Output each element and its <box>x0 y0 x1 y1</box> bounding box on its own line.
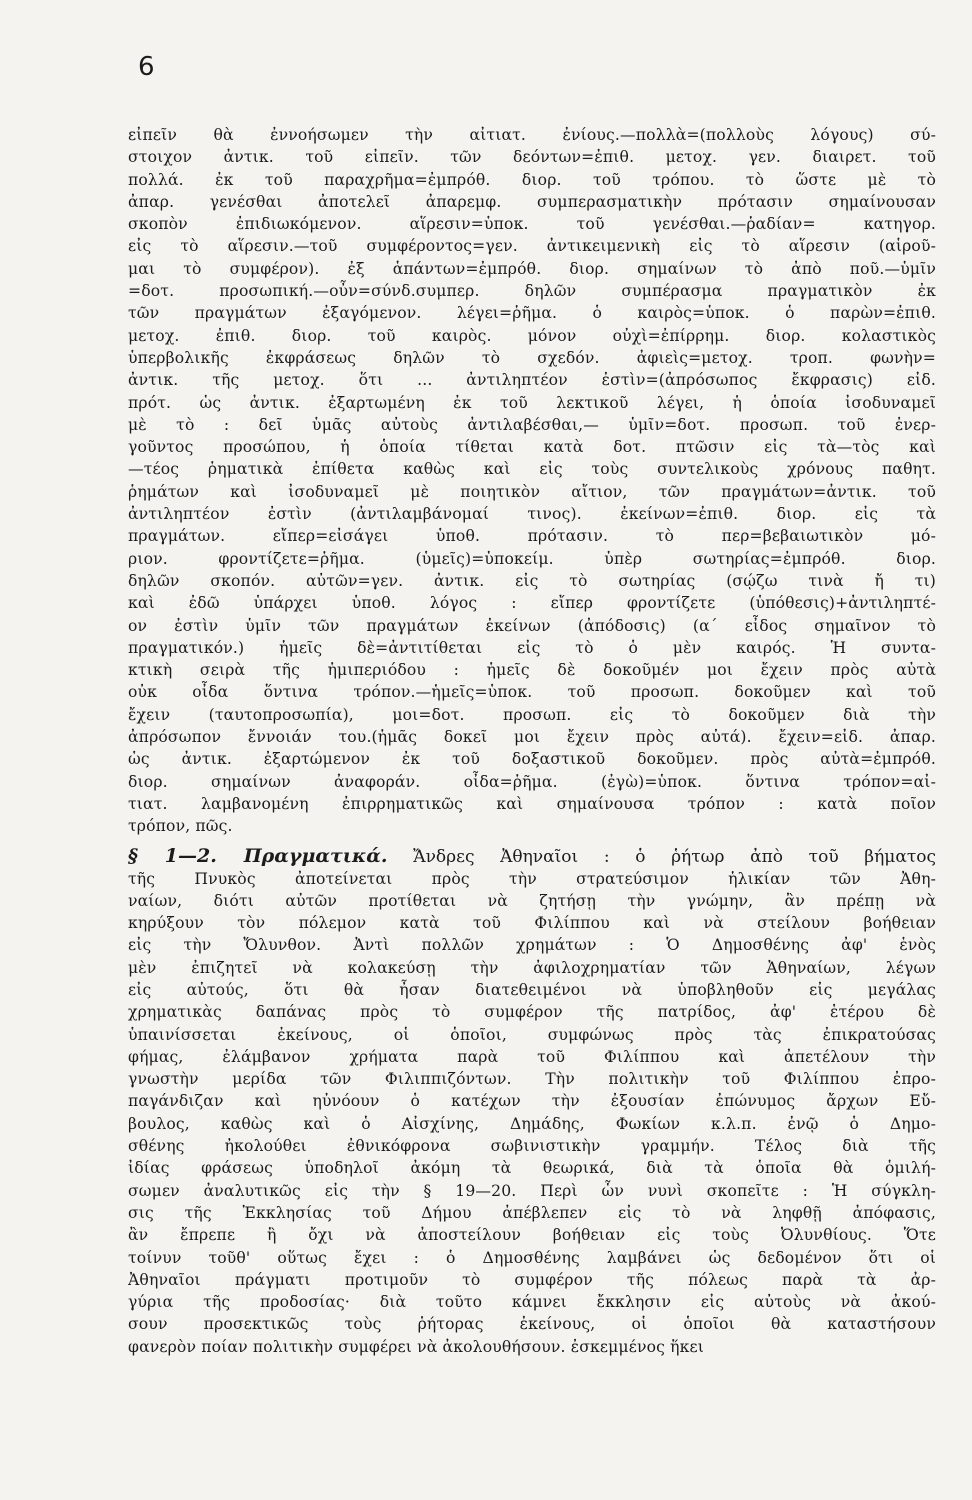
text-line: σκοπὸν ἐπιδιωκόμενον. αἵρεσιν=ὑποκ. τοῦ γενέσθαι.—ῥαδίαν= κατηγορ. <box>128 215 936 234</box>
text-line: οὐκ οἶδα ὅντινα τρόπον.—ἡμεῖς=ὑποκ. τοῦ προσωπ. δοκοῦμεν καὶ τοῦ <box>128 683 936 702</box>
text-line: ἰδίας φράσεως ὑποδηλοῖ ἀκόμη τὰ θεωρικά, διὰ τὰ ὁποῖα θὰ ὁμιλή- <box>128 1159 936 1178</box>
text-line: τῆς Πνυκὸς ἀποτείνεται πρὸς τὴν στρατεύσιμον ἡλικίαν τῶν Ἀθη- <box>128 869 936 888</box>
text-line: εἰς τὸ αἵρεσιν.—τοῦ συμφέροντος=γεν. ἀντικειμενικὴ εἰς τὸ αἵρεσιν (αἱροῦ- <box>128 237 936 256</box>
text-line: =δοτ. προσωπική.—οὖν=σύνδ.συμπερ. δηλῶν συμπέρασμα πραγματικὸν ἐκ <box>128 282 936 301</box>
text-line: ἔχειν (ταυτοπροσωπία), μοι=δοτ. προσωπ. εἰς τὸ δοκοῦμεν διὰ τὴν <box>128 705 936 724</box>
text-line: τῶν πραγμάτων ἐξαγόμενον. λέγει=ῥῆμα. ὁ καιρὸς=ὑποκ. ὁ παρὼν=ἐπιθ. <box>128 304 936 323</box>
text-line: παγάνδιζαν καὶ ηὐνόουν ὁ κατέχων τὴν ἐξουσίαν ἐπώνυμος ἄρχων Εὔ- <box>128 1092 936 1111</box>
text-line: ἂν ἔπρεπε ἢ ὄχι νὰ ἀποστείλουν βοήθειαν εἰς τοὺς Ὀλυνθίους. Ὅτε <box>128 1226 936 1245</box>
text-line: φανερὸν ποίαν πολιτικὴν συμφέρει νὰ ἀκολουθήσουν. ἐσκεμμένος ἥκει <box>128 1337 704 1356</box>
section-heading: § 1—2. Πραγματικά. <box>128 844 388 867</box>
text-line: σουν προσεκτικῶς τοὺς ῥήτορας ἐκείνους, οἱ ὁποῖοι θὰ καταστήσουν <box>128 1315 936 1334</box>
text-line: ριον. φροντίζετε=ῥῆμα. (ὑμεῖς)=ὑποκείμ. ὑπὲρ σωτηρίας=ἐμπρόθ. διορ. <box>128 549 936 568</box>
text-line: μὲν ἐπιζητεῖ νὰ κολακεύσῃ τὴν ἀφιλοχρηματίαν τῶν Ἀθηναίων, λέγων <box>128 958 936 977</box>
text-line: εἰς αὐτούς, ὅτι θὰ ἦσαν διατεθειμένοι νὰ ὑποβληθοῦν εἰς μεγάλας <box>128 980 936 999</box>
text-line: γύρια τῆς προδοσίας· διὰ τοῦτο κάμνει ἔκκλησιν εἰς αὐτοὺς νὰ ἀκού- <box>128 1293 936 1312</box>
text-line: σις τῆς Ἐκκλησίας τοῦ Δήμου ἀπέβλεπεν εἰς τὸ νὰ ληφθῇ ἀπόφασις, <box>128 1203 936 1222</box>
text-line: ἀντιληπτέον ἐστὶν (ἀντιλαμβάνομαί τινος). ἐκείνων=ἐπιθ. διορ. εἰς τὰ <box>128 505 936 524</box>
text-line: ναίων, διότι αὐτῶν προτίθεται νὰ ζητήσῃ τὴν γνώμην, ἂν πρέπῃ νὰ <box>128 891 936 910</box>
text-line: πραγματικόν.) ἡμεῖς δὲ=ἀντιτίθεται εἰς τὸ ὁ μὲν καιρός. Ἡ συντα- <box>128 638 936 657</box>
text-line <box>128 844 936 868</box>
text-line: ὡς ἀντικ. ἐξαρτώμενον ἐκ τοῦ δοξαστικοῦ δοκοῦμεν. πρὸς αὐτὰ=ἐμπρόθ. <box>128 750 936 769</box>
text-line: πολλά. ἐκ τοῦ παραχρῆμα=ἐμπρόθ. διορ. τοῦ τρόπου. τὸ ὥστε μὲ τὸ <box>128 170 936 189</box>
text-line: εἰς τὴν Ὄλυνθον. Ἀντὶ πολλῶν χρημάτων : Ὁ Δημοσθένης ἀφ' ἑνὸς <box>128 936 936 955</box>
facts-paragraph <box>128 844 936 1359</box>
page-number: 6 <box>138 52 155 82</box>
text-line: —τέος ῥηματικὰ ἐπίθετα καθὼς καὶ εἰς τοὺς συντελικοὺς χρόνους παθητ. <box>128 460 936 479</box>
text-line: σωμεν ἀναλυτικῶς εἰς τὴν § 19—20. Περὶ ὧν νυνὶ σκοπεῖτε : Ἡ σύγκλη- <box>128 1181 936 1200</box>
text-line: διορ. σημαίνων ἀναφοράν. οἶδα=ῥῆμα. (ἐγὼ)=ὑποκ. ὅντινα τρόπον=αἰ- <box>128 772 936 791</box>
text-line: πρότ. ὡς ἀντικ. ἐξαρτωμένη ἐκ τοῦ λεκτικοῦ λέγει, ἡ ὁποία ἰσοδυναμεῖ <box>128 393 936 412</box>
text-line: κτικὴ σειρὰ τῆς ἡμιπεριόδου : ἡμεῖς δὲ δοκοῦμέν μοι ἔχειν πρὸς αὐτὰ <box>128 661 936 680</box>
text-line: τοίνυν τοῦθ' οὕτως ἔχει : ὁ Δημοσθένης λαμβάνει ὡς δεδομένον ὅτι οἱ <box>128 1248 936 1267</box>
text-line-content: Ἄνδρες Ἀθηναῖοι : ὁ ῥήτωρ ἀπὸ τοῦ βήματος <box>413 846 936 867</box>
text-line: εἰπεῖν θὰ ἐννοήσωμεν τὴν αἰτιατ. ἐνίους.—πολλὰ=(πολλοὺς λόγους) σύ- <box>128 126 936 144</box>
grammar-notes-paragraph <box>128 124 936 838</box>
text-line: ὑπαινίσσεται ἐκείνους, οἱ ὁποῖοι, συμφώνως πρὸς τὰς ἐπικρατούσας <box>128 1025 936 1044</box>
text-line: σθένης ἠκολούθει ἐθνικόφρονα σωβινιστικὴν γραμμήν. Τέλος διὰ τῆς <box>128 1137 936 1156</box>
text-line: χρηματικὰς δαπάνας πρὸς τὸ συμφέρον τῆς πατρίδος, ἀφ' ἑτέρου δὲ <box>128 1003 936 1022</box>
text-line: ἀντικ. τῆς μετοχ. ὅτι ... ἀντιληπτέον ἐστὶν=(ἀπρόσωπος ἔκφρασις) εἰδ. <box>128 371 936 390</box>
text-line: ῥημάτων καὶ ἰσοδυναμεῖ μὲ ποιητικὸν αἴτιον, τῶν πραγμάτων=ἀντικ. τοῦ <box>128 482 936 501</box>
text-line: μετοχ. ἐπιθ. διορ. τοῦ καιρὸς. μόνον οὐχὶ=ἐπίρρημ. διορ. κολαστικὸς <box>128 326 936 345</box>
text-line: γνωστὴν μερίδα τῶν Φιλιππιζόντων. Τὴν πολιτικὴν τοῦ Φιλίππου ἐπρο- <box>128 1070 936 1089</box>
text-line: μαι τὸ συμφέρον). ἐξ ἁπάντων=ἐμπρόθ. διορ. σημαίνων τὸ ἀπὸ ποῦ.—ὑμῖν <box>128 259 936 278</box>
text-line: φήμας, ἐλάμβανον χρήματα παρὰ τοῦ Φιλίππου καὶ ἀπετέλουν τὴν <box>128 1047 936 1066</box>
text-line: Ἀθηναῖοι πράγματι προτιμοῦν τὸ συμφέρον τῆς πόλεως παρὰ τὰ ἀρ- <box>128 1270 936 1289</box>
text-line: ὑπερβολικῆς ἐκφράσεως δηλῶν τὸ σχεδόν. ἀφιεὶς=μετοχ. τροπ. φωνὴν= <box>128 348 936 367</box>
text-line: βουλος, καθὼς καὶ ὁ Αἰσχίνης, Δημάδης, Φωκίων κ.λ.π. ἐνῷ ὁ Δημο- <box>128 1114 936 1133</box>
text-line: στοιχον ἀντικ. τοῦ εἰπεῖν. τῶν δεόντων=ἐπιθ. μετοχ. γεν. διαιρετ. τοῦ <box>128 148 936 167</box>
text-line: γοῦντος προσώπου, ἡ ὁποία τίθεται κατὰ δοτ. πτῶσιν εἰς τὰ—τὸς καὶ <box>128 438 936 457</box>
commentary-text <box>128 124 936 1358</box>
text-line: τρόπον, πῶς. <box>128 817 233 836</box>
text-line: δηλῶν σκοπόν. αὐτῶν=γεν. ἀντικ. εἰς τὸ σωτηρίας (σῴζω τινὰ ἤ τι) <box>128 571 936 590</box>
text-line: ἀπρόσωπον ἔννοιάν του.(ἡμᾶς δοκεῖ μοι ἔχειν πρὸς αὐτά). ἔχειν=εἰδ. ἀπαρ. <box>128 728 936 747</box>
text-line: ἀπαρ. γενέσθαι ἀποτελεῖ ἀπαρεμφ. συμπερασματικὴν πρότασιν σημαίνουσαν <box>128 192 936 211</box>
text-line: κηρύξουν τὸν πόλεμον κατὰ τοῦ Φιλίππου καὶ νὰ στείλουν βοήθειαν <box>128 914 936 933</box>
text-line: ον ἐστὶν ὑμῖν τῶν πραγμάτων ἐκείνων (ἀπόδοσις) (α΄ εἶδος σημαῖνον τὸ <box>128 616 936 635</box>
text-line: καὶ ἐδῶ ὑπάρχει ὑποθ. λόγος : εἴπερ φροντίζετε (ὑπόθεσις)+ἀντιληπτέ- <box>128 594 936 613</box>
text-line: τιατ. λαμβανομένη ἐπιρρηματικῶς καὶ σημαίνουσα τρόπον : κατὰ ποῖον <box>128 794 936 813</box>
text-line: πραγμάτων. εἴπερ=εἰσάγει ὑποθ. πρότασιν. τὸ περ=βεβαιωτικὸν μό- <box>128 527 936 546</box>
text-line: μὲ τὸ : δεῖ ὑμᾶς αὐτοὺς ἀντιλαβέσθαι,— ὑμῖν=δοτ. προσωπ. τοῦ ἐνερ- <box>128 415 936 434</box>
